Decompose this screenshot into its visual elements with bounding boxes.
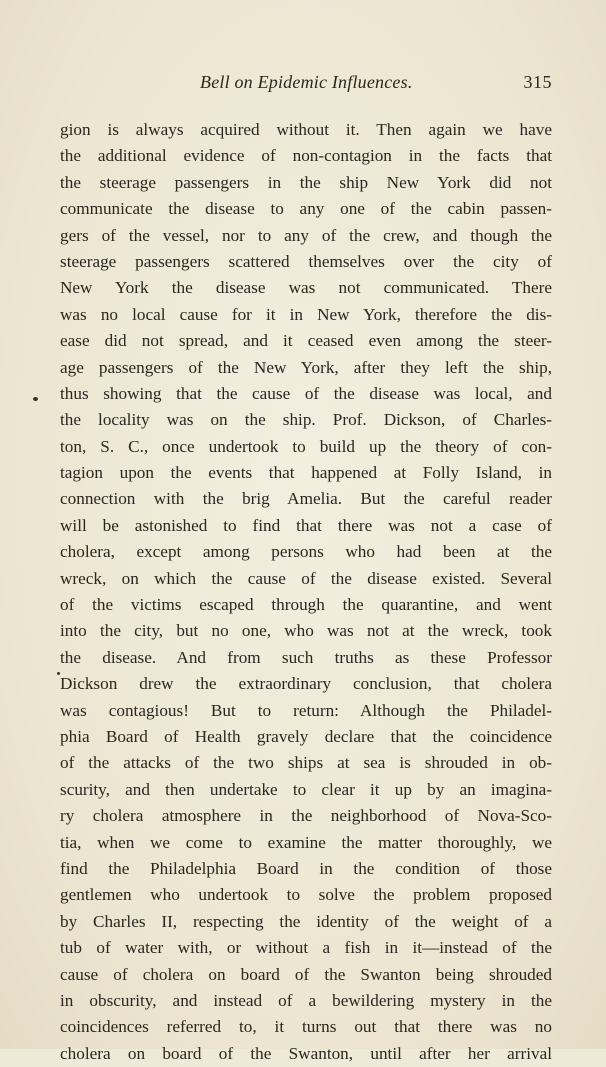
text-line: of the victims escaped through the quarantine, and went <box>60 595 552 615</box>
text-line: the steerage passengers in the ship New York did not <box>60 172 552 192</box>
text-line: the additional evidence of non-contagion in the facts that <box>60 146 552 166</box>
text-line: New York the disease was not communicated. There <box>60 278 552 298</box>
text-line: find the Philadelphia Board in the condition of those <box>60 858 552 878</box>
running-title: Bell on Epidemic Influences. <box>200 72 413 92</box>
text-line: scurity, and then undertake to clear it up by an imagina- <box>60 779 552 799</box>
text-line: wreck, on which the cause of the disease existed. Several <box>60 568 552 588</box>
text-line: gion is always acquired without it. Then again we have <box>60 120 552 139</box>
text-line: was contagious! But to return: Although the Philadel- <box>60 700 552 720</box>
text-line: communicate the disease to any one of the cabin passen- <box>60 199 552 219</box>
text-line: gers of the vessel, nor to any of the crew, and though the <box>60 225 552 245</box>
text-line: cholera, except among persons who had been at the <box>60 542 552 562</box>
page-number: 315 <box>523 72 552 92</box>
text-line: was no local cause for it in New York, therefore the dis- <box>60 304 552 324</box>
body-text <box>60 117 552 1067</box>
text-line: tub of water with, or without a fish in it—instead of the <box>60 938 552 958</box>
text-line: ease did not spread, and it ceased even among the steer- <box>60 331 552 351</box>
text-line: the locality was on the ship. Prof. Dickson, of Charles- <box>60 410 552 430</box>
text-line: will be astonished to find that there was not a case of <box>60 515 552 535</box>
text-line: coincidences referred to, it turns out that there was no <box>60 1017 552 1037</box>
text-line: of the attacks of the two ships at sea is shrouded in ob- <box>60 753 552 773</box>
text-line: ry cholera atmosphere in the neighborhood of Nova-Sco- <box>60 806 552 826</box>
text-line: the disease. And from such truths as these Professor <box>60 647 552 667</box>
text-line: connection with the brig Amelia. But the careful reader <box>60 489 552 509</box>
text-line: cause of cholera on board of the Swanton being shrouded <box>60 964 552 984</box>
text-line: tagion upon the events that happened at Folly Island, in <box>60 463 552 483</box>
text-line: Dickson drew the extraordinary conclusion, that cholera <box>60 674 552 694</box>
text-line: by Charles II, respecting the identity of the weight of a <box>60 911 552 931</box>
text-line: steerage passengers scattered themselves over the city of <box>60 251 552 271</box>
ink-speck <box>33 397 38 401</box>
ink-speck <box>57 672 60 675</box>
text-line: thus showing that the cause of the disease was local, and <box>60 383 552 403</box>
text-line: gentlemen who undertook to solve the problem proposed <box>60 885 552 905</box>
text-line: tia, when we come to examine the matter thoroughly, we <box>60 832 552 852</box>
text-line: ton, S. C., once undertook to build up the theory of con- <box>60 436 552 456</box>
text-line: into the city, but no one, who was not at the wreck, took <box>60 621 552 641</box>
text-line: age passengers of the New York, after they left the ship, <box>60 357 552 377</box>
text-line: phia Board of Health gravely declare that the coincidence <box>60 726 552 746</box>
text-line: cholera on board of the Swanton, until after her arrival <box>60 1043 552 1063</box>
text-line: in obscurity, and instead of a bewildering mystery in the <box>60 990 552 1010</box>
page-header <box>60 72 552 98</box>
